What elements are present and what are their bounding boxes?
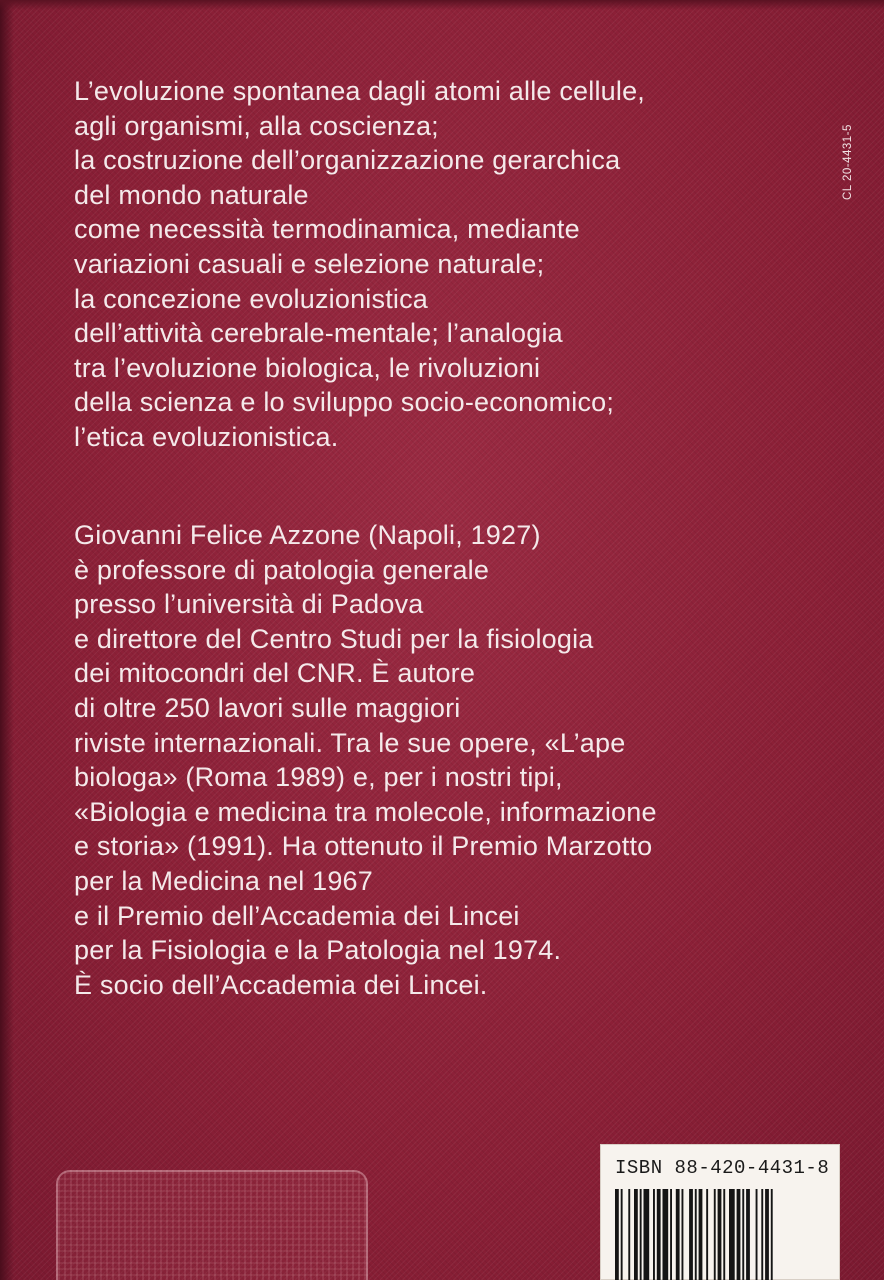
description-line: tra l’evoluzione biologica, le rivoluzioni: [74, 352, 541, 383]
barcode-bar: [644, 1189, 650, 1280]
description-line: dell’attività cerebrale-mentale; l’analogia: [74, 318, 563, 349]
bio-line: riviste internazionali. Tra le sue opere, «L’ape: [74, 727, 626, 758]
description-line: la concezione evoluzionistica: [74, 283, 429, 314]
description-line: variazioni casuali e selezione naturale;: [74, 248, 545, 279]
barcode-bar: [640, 1189, 642, 1280]
barcode-bar: [699, 1189, 703, 1280]
barcode-bar: [761, 1189, 763, 1280]
barcode-bar: [653, 1189, 655, 1280]
cover-left-edge-shadow: [0, 0, 14, 1280]
barcode-bar: [634, 1189, 638, 1280]
description-line: la costruzione dell’organizzazione gerarchica: [74, 145, 621, 176]
bio-line: per la Medicina nel 1967: [74, 865, 373, 896]
barcode-bar: [706, 1189, 708, 1280]
barcode-bar: [746, 1189, 750, 1280]
barcode-bar: [682, 1189, 684, 1280]
barcode-bar: [718, 1189, 722, 1280]
bio-line: È socio dell’Accademia dei Lincei.: [74, 969, 488, 1000]
bio-line: è professore di patologia generale: [74, 554, 490, 585]
bio-line: Giovanni Felice Azzone (Napoli, 1927): [74, 520, 541, 550]
barcode-bar: [742, 1189, 744, 1280]
bio-line: presso l’università di Padova: [74, 589, 424, 620]
description-line: agli organismi, alla coscienza;: [74, 110, 439, 141]
barcode-bar: [621, 1189, 623, 1280]
isbn-barcode-panel: [600, 1144, 840, 1280]
barcode-bar: [695, 1189, 697, 1280]
barcode-bar: [670, 1189, 672, 1280]
bio-line: per la Fisiologia e la Patologia nel 1974.: [74, 935, 562, 966]
barcode-icon: [615, 1189, 827, 1280]
author-bio: [74, 518, 657, 1002]
description-line: L’evoluzione spontanea dagli atomi alle cellule,: [74, 76, 645, 106]
description-line: come necessità termodinamica, mediante: [74, 214, 580, 245]
barcode-bar: [689, 1189, 693, 1280]
bio-line: e il Premio dell’Accademia dei Lincei: [74, 900, 520, 931]
isbn-label: ISBN 88-420-4431-8: [615, 1157, 830, 1179]
bio-line: biologa» (Roma 1989) e, per i nostri tipi,: [74, 762, 563, 793]
barcode-bar: [676, 1189, 680, 1280]
barcode-bar: [756, 1189, 758, 1280]
barcode-bar: [729, 1189, 735, 1280]
publisher-stamp-emboss: [56, 1170, 368, 1280]
barcode-bar: [765, 1189, 769, 1280]
catalog-code: CL 20-4431-5: [842, 124, 854, 200]
barcode-bar: [723, 1189, 725, 1280]
barcode-bar: [657, 1189, 661, 1280]
barcode-bar: [615, 1189, 619, 1280]
book-description: [74, 74, 645, 455]
barcode-bar: [771, 1189, 773, 1280]
cover-top-edge-shadow: [0, 0, 884, 10]
bio-line: dei mitocondri del CNR. È autore: [74, 658, 476, 689]
description-line: del mondo naturale: [74, 179, 309, 210]
barcode-bar: [737, 1189, 741, 1280]
barcode-bar: [714, 1189, 716, 1280]
description-line: della scienza e lo sviluppo socio-economico;: [74, 387, 615, 418]
barcode-bar: [628, 1189, 630, 1280]
barcode-bar: [663, 1189, 669, 1280]
bio-line: e storia» (1991). Ha ottenuto il Premio Marzotto: [74, 831, 653, 862]
bio-line: e direttore del Centro Studi per la fisiologia: [74, 623, 594, 654]
bio-line: «Biologia e medicina tra molecole, informazione: [74, 796, 657, 827]
bio-line: di oltre 250 lavori sulle maggiori: [74, 692, 461, 723]
description-line: l’etica evoluzionistica.: [74, 421, 339, 452]
